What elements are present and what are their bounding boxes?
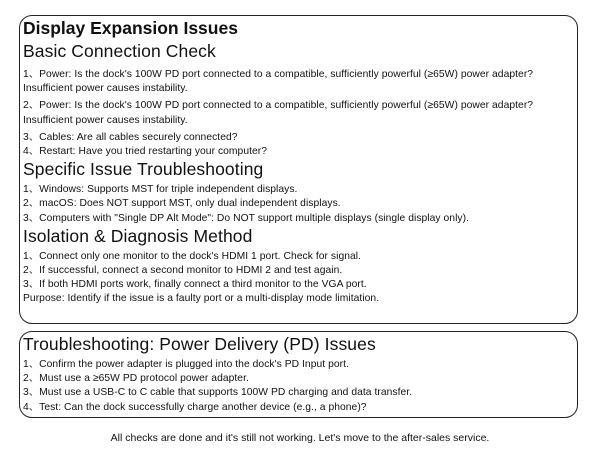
list-item: 3、Computers with "Single DP Alt Mode": Do NOT support multiple displays (single display only). (23, 212, 470, 224)
specific-troubleshooting-list (23, 183, 571, 226)
specific-troubleshooting-heading: Specific Issue Troubleshooting (23, 159, 264, 180)
display-expansion-panel (19, 15, 578, 324)
power-delivery-panel (19, 331, 578, 418)
basic-connection-list (23, 68, 571, 159)
list-item: Purpose: Identify if the issue is a faulty port or a multi-display mode limitation. (23, 293, 380, 305)
list-item: 2、Must use a ≥65W PD protocol power adapter. (23, 373, 249, 385)
list-item: 1、Connect only one monitor to the dock's HDMI 1 port. Check for signal. (23, 250, 362, 262)
list-item: 1、Power: Is the dock's 100W PD port connected to a compatible, sufficiently powerful (≥65W) power adapter? Insufficient power causes instability. (23, 69, 534, 95)
list-item: 1、Windows: Supports MST for triple independent displays. (23, 184, 298, 196)
pd-troubleshooting-heading: Troubleshooting: Power Delivery (PD) Issues (23, 334, 376, 354)
isolation-diagnosis-heading: Isolation & Diagnosis Method (23, 225, 253, 246)
list-item: 4、Test: Can the dock successfully charge another device (e.g., a phone)? (23, 401, 367, 413)
list-item: 3、Cables: Are all cables securely connected? (23, 131, 238, 143)
isolation-diagnosis-list (23, 250, 571, 307)
page-title: Display Expansion Issues (23, 18, 238, 38)
basic-connection-heading: Basic Connection Check (23, 41, 216, 61)
list-item: 3、If both HDMI ports work, finally connect a third monitor to the VGA port. (23, 279, 367, 291)
list-item: 2、macOS: Does NOT support MST, only dual independent displays. (23, 198, 341, 210)
after-sales-note: All checks are done and it's still not working. Let's move to the after-sales service. (110, 432, 490, 444)
list-item: 2、If successful, connect a second monitor to HDMI 2 and test again. (23, 265, 343, 277)
pd-troubleshooting-list (23, 358, 571, 415)
list-item: 4、Restart: Have you tried restarting your computer? (23, 146, 268, 158)
list-item: 2、Power: Is the dock's 100W PD port connected to a compatible, sufficiently powerful (≥65W) power adapter? Insufficient power causes instability. (23, 100, 534, 126)
list-item: 1、Confirm the power adapter is plugged into the dock's PD Input port. (23, 359, 349, 370)
list-item: 3、Must use a USB-C to C cable that supports 100W PD charging and data transfer. (23, 387, 413, 399)
